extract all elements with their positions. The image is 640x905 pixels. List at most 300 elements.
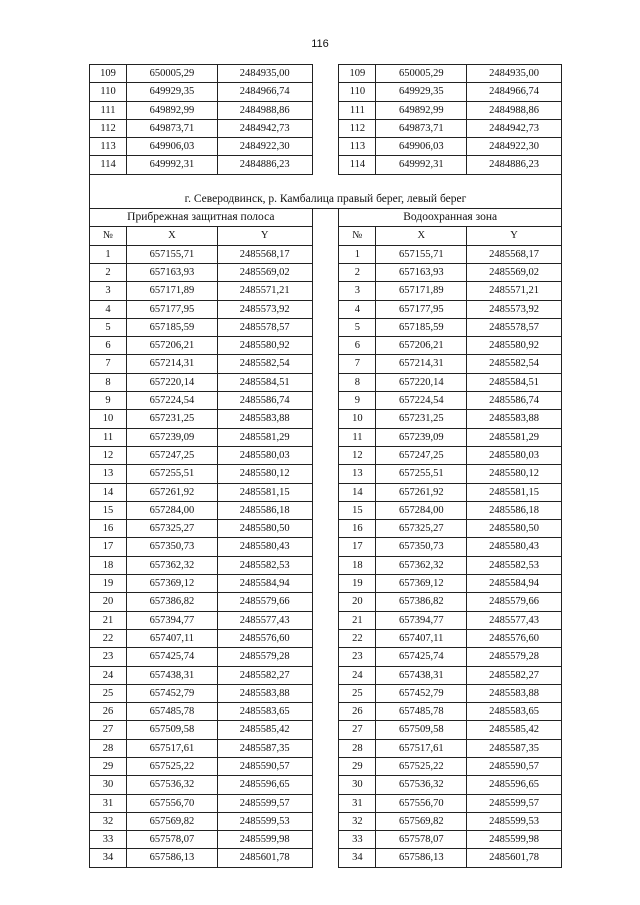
table-row	[90, 392, 562, 410]
page-number: 116	[311, 38, 329, 50]
right-cell-x: 649873,71	[376, 119, 467, 137]
left-cell-x: 657569,82	[127, 812, 218, 830]
table-row	[90, 318, 562, 336]
right-cell-num: 1	[339, 245, 376, 263]
table-row	[90, 245, 562, 263]
table-row	[90, 428, 562, 446]
right-cell-y: 2485569,02	[467, 263, 562, 281]
right-cell-x: 657517,61	[376, 739, 467, 757]
right-cell-x: 657171,89	[376, 282, 467, 300]
left-cell-y: 2484922,30	[217, 138, 312, 156]
table-row	[90, 355, 562, 373]
table-row	[90, 138, 562, 156]
right-cell-x: 657386,82	[376, 593, 467, 611]
column-gap	[312, 428, 339, 446]
table-row	[90, 263, 562, 281]
right-cell-num: 28	[339, 739, 376, 757]
left-cell-x: 650005,29	[127, 65, 218, 83]
right-cell-num: 111	[339, 101, 376, 119]
right-cell-num: 109	[339, 65, 376, 83]
right-cell-num: 23	[339, 648, 376, 666]
left-cell-x: 657171,89	[127, 282, 218, 300]
left-cell-num: 113	[90, 138, 127, 156]
left-cell-x: 657362,32	[127, 556, 218, 574]
left-cell-x: 657350,73	[127, 538, 218, 556]
right-cell-y: 2484988,86	[467, 101, 562, 119]
right-header-num: №	[339, 227, 376, 245]
left-cell-x: 657517,61	[127, 739, 218, 757]
column-gap	[312, 83, 339, 101]
left-cell-y: 2485579,66	[217, 593, 312, 611]
left-cell-num: 17	[90, 538, 127, 556]
left-cell-y: 2485586,18	[217, 501, 312, 519]
left-cell-num: 109	[90, 65, 127, 83]
left-cell-num: 29	[90, 757, 127, 775]
right-cell-x: 657369,12	[376, 575, 467, 593]
right-cell-y: 2485580,50	[467, 520, 562, 538]
left-cell-y: 2485601,78	[217, 849, 312, 867]
right-cell-x: 657155,71	[376, 245, 467, 263]
left-cell-y: 2485585,42	[217, 721, 312, 739]
left-cell-num: 7	[90, 355, 127, 373]
table-row	[90, 300, 562, 318]
left-cell-x: 657407,11	[127, 629, 218, 647]
column-gap	[312, 721, 339, 739]
left-cell-num: 21	[90, 611, 127, 629]
table-row	[90, 849, 562, 867]
column-gap	[312, 629, 339, 647]
column-gap	[312, 355, 339, 373]
table-row	[90, 83, 562, 101]
left-cell-x: 657386,82	[127, 593, 218, 611]
left-cell-y: 2485599,57	[217, 794, 312, 812]
left-cell-num: 18	[90, 556, 127, 574]
right-cell-y: 2485580,92	[467, 337, 562, 355]
right-cell-num: 5	[339, 318, 376, 336]
left-cell-x: 657425,74	[127, 648, 218, 666]
right-cell-x: 649906,03	[376, 138, 467, 156]
table-row	[90, 629, 562, 647]
left-cell-x: 649892,99	[127, 101, 218, 119]
right-cell-num: 8	[339, 373, 376, 391]
table-row	[90, 520, 562, 538]
right-cell-y: 2484942,73	[467, 119, 562, 137]
left-cell-y: 2485580,03	[217, 446, 312, 464]
column-gap	[312, 556, 339, 574]
left-cell-x: 657369,12	[127, 575, 218, 593]
right-cell-x: 657407,11	[376, 629, 467, 647]
left-cell-y: 2485577,43	[217, 611, 312, 629]
column-gap	[312, 263, 339, 281]
right-cell-y: 2485571,21	[467, 282, 562, 300]
right-cell-num: 31	[339, 794, 376, 812]
right-cell-y: 2484935,00	[467, 65, 562, 83]
right-cell-num: 25	[339, 684, 376, 702]
left-cell-num: 4	[90, 300, 127, 318]
left-cell-x: 657261,92	[127, 483, 218, 501]
left-table-title: Прибрежная защитная полоса	[90, 209, 313, 227]
left-cell-num: 9	[90, 392, 127, 410]
coordinates-table	[89, 64, 562, 868]
left-cell-y: 2484988,86	[217, 101, 312, 119]
section-title: г. Северодвинск, р. Камбалица правый берег, левый берег	[90, 191, 562, 209]
left-header-num: №	[90, 227, 127, 245]
right-cell-num: 13	[339, 465, 376, 483]
left-cell-y: 2485582,53	[217, 556, 312, 574]
right-header-x: X	[376, 227, 467, 245]
right-cell-num: 11	[339, 428, 376, 446]
column-gap	[312, 373, 339, 391]
left-cell-num: 34	[90, 849, 127, 867]
right-cell-x: 657509,58	[376, 721, 467, 739]
table-row	[90, 757, 562, 775]
table-row	[90, 483, 562, 501]
right-cell-num: 9	[339, 392, 376, 410]
column-gap	[312, 501, 339, 519]
left-cell-y: 2485580,92	[217, 337, 312, 355]
table-row	[90, 575, 562, 593]
left-cell-x: 657177,95	[127, 300, 218, 318]
right-cell-x: 649892,99	[376, 101, 467, 119]
left-cell-num: 11	[90, 428, 127, 446]
left-cell-num: 15	[90, 501, 127, 519]
right-cell-num: 14	[339, 483, 376, 501]
column-gap	[312, 227, 339, 245]
column-gap	[312, 483, 339, 501]
left-cell-y: 2485580,50	[217, 520, 312, 538]
left-cell-y: 2485569,02	[217, 263, 312, 281]
column-gap	[312, 65, 339, 83]
left-cell-y: 2485581,15	[217, 483, 312, 501]
right-cell-y: 2485577,43	[467, 611, 562, 629]
right-cell-x: 657438,31	[376, 666, 467, 684]
right-cell-y: 2485596,65	[467, 776, 562, 794]
left-cell-x: 657525,22	[127, 757, 218, 775]
right-cell-x: 657325,27	[376, 520, 467, 538]
left-cell-y: 2484886,23	[217, 156, 312, 174]
column-gap	[312, 794, 339, 812]
column-gap	[312, 337, 339, 355]
left-cell-y: 2485590,57	[217, 757, 312, 775]
left-cell-y: 2485580,43	[217, 538, 312, 556]
right-cell-num: 32	[339, 812, 376, 830]
right-cell-x: 657220,14	[376, 373, 467, 391]
right-cell-y: 2484922,30	[467, 138, 562, 156]
left-cell-x: 657452,79	[127, 684, 218, 702]
right-cell-y: 2485585,42	[467, 721, 562, 739]
column-gap	[312, 684, 339, 702]
left-cell-y: 2484966,74	[217, 83, 312, 101]
left-cell-y: 2485581,29	[217, 428, 312, 446]
table-row	[90, 446, 562, 464]
column-gap	[312, 520, 339, 538]
column-gap	[312, 138, 339, 156]
right-cell-y: 2485601,78	[467, 849, 562, 867]
table-row	[90, 410, 562, 428]
column-gap	[312, 666, 339, 684]
left-cell-num: 1	[90, 245, 127, 263]
right-cell-y: 2485599,57	[467, 794, 562, 812]
left-cell-num: 30	[90, 776, 127, 794]
right-cell-num: 3	[339, 282, 376, 300]
left-cell-y: 2485587,35	[217, 739, 312, 757]
left-cell-x: 657220,14	[127, 373, 218, 391]
column-gap	[312, 575, 339, 593]
left-cell-y: 2485596,65	[217, 776, 312, 794]
right-cell-y: 2485578,57	[467, 318, 562, 336]
left-cell-num: 112	[90, 119, 127, 137]
right-cell-y: 2485573,92	[467, 300, 562, 318]
table-row	[90, 119, 562, 137]
table-row	[90, 337, 562, 355]
right-cell-x: 657177,95	[376, 300, 467, 318]
left-cell-x: 657438,31	[127, 666, 218, 684]
left-cell-x: 657247,25	[127, 446, 218, 464]
right-cell-x: 657485,78	[376, 703, 467, 721]
column-gap	[312, 392, 339, 410]
right-cell-x: 657261,92	[376, 483, 467, 501]
right-cell-y: 2485581,29	[467, 428, 562, 446]
left-cell-num: 20	[90, 593, 127, 611]
right-cell-num: 7	[339, 355, 376, 373]
left-cell-y: 2485576,60	[217, 629, 312, 647]
right-cell-num: 21	[339, 611, 376, 629]
right-cell-x: 657185,59	[376, 318, 467, 336]
left-cell-y: 2485580,12	[217, 465, 312, 483]
right-table-title: Водоохранная зона	[339, 209, 562, 227]
left-cell-num: 13	[90, 465, 127, 483]
left-cell-num: 111	[90, 101, 127, 119]
left-cell-x: 657231,25	[127, 410, 218, 428]
left-cell-num: 12	[90, 446, 127, 464]
column-gap	[312, 209, 339, 227]
column-gap	[312, 245, 339, 263]
right-cell-y: 2485586,74	[467, 392, 562, 410]
left-cell-num: 23	[90, 648, 127, 666]
left-cell-num: 6	[90, 337, 127, 355]
right-cell-num: 10	[339, 410, 376, 428]
left-cell-num: 31	[90, 794, 127, 812]
right-cell-x: 657239,09	[376, 428, 467, 446]
left-cell-num: 114	[90, 156, 127, 174]
left-cell-y: 2485579,28	[217, 648, 312, 666]
table-row	[90, 648, 562, 666]
left-cell-x: 649992,31	[127, 156, 218, 174]
column-gap	[312, 156, 339, 174]
left-cell-num: 2	[90, 263, 127, 281]
table-row	[90, 65, 562, 83]
right-cell-x: 657394,77	[376, 611, 467, 629]
right-cell-x: 657536,32	[376, 776, 467, 794]
left-cell-y: 2485582,54	[217, 355, 312, 373]
main-rows-section	[90, 245, 562, 867]
right-cell-num: 19	[339, 575, 376, 593]
right-cell-x: 657425,74	[376, 648, 467, 666]
column-gap	[312, 593, 339, 611]
left-cell-x: 657284,00	[127, 501, 218, 519]
right-cell-num: 29	[339, 757, 376, 775]
column-gap	[312, 739, 339, 757]
left-cell-num: 110	[90, 83, 127, 101]
left-cell-num: 8	[90, 373, 127, 391]
left-cell-y: 2485578,57	[217, 318, 312, 336]
column-gap	[312, 703, 339, 721]
right-cell-x: 657255,51	[376, 465, 467, 483]
top-rows-section	[90, 65, 562, 175]
right-cell-x: 657556,70	[376, 794, 467, 812]
right-cell-y: 2484886,23	[467, 156, 562, 174]
right-cell-y: 2485579,28	[467, 648, 562, 666]
table-row	[90, 465, 562, 483]
column-gap	[312, 776, 339, 794]
left-cell-num: 24	[90, 666, 127, 684]
right-cell-x: 657214,31	[376, 355, 467, 373]
table-row	[90, 556, 562, 574]
left-cell-x: 657536,32	[127, 776, 218, 794]
left-cell-x: 657485,78	[127, 703, 218, 721]
left-cell-num: 26	[90, 703, 127, 721]
left-cell-num: 19	[90, 575, 127, 593]
left-cell-x: 657509,58	[127, 721, 218, 739]
left-cell-y: 2485586,74	[217, 392, 312, 410]
right-cell-num: 30	[339, 776, 376, 794]
table-row	[90, 101, 562, 119]
right-cell-x: 657284,00	[376, 501, 467, 519]
right-cell-y: 2485576,60	[467, 629, 562, 647]
left-cell-y: 2485599,53	[217, 812, 312, 830]
left-cell-y: 2485573,92	[217, 300, 312, 318]
left-cell-y: 2485583,88	[217, 410, 312, 428]
right-cell-y: 2485582,54	[467, 355, 562, 373]
right-cell-num: 34	[339, 849, 376, 867]
column-gap	[312, 119, 339, 137]
section-header	[90, 174, 562, 245]
left-cell-y: 2485568,17	[217, 245, 312, 263]
table-row	[90, 812, 562, 830]
left-cell-y: 2485583,88	[217, 684, 312, 702]
left-cell-x: 657185,59	[127, 318, 218, 336]
left-cell-x: 649906,03	[127, 138, 218, 156]
left-cell-x: 657325,27	[127, 520, 218, 538]
left-cell-num: 22	[90, 629, 127, 647]
left-header-x: X	[127, 227, 218, 245]
left-cell-x: 657224,54	[127, 392, 218, 410]
table-row	[90, 373, 562, 391]
right-cell-num: 113	[339, 138, 376, 156]
left-cell-num: 33	[90, 831, 127, 849]
column-gap	[312, 849, 339, 867]
right-cell-x: 657247,25	[376, 446, 467, 464]
right-cell-x: 657231,25	[376, 410, 467, 428]
column-gap	[312, 465, 339, 483]
right-cell-num: 4	[339, 300, 376, 318]
right-cell-x: 657206,21	[376, 337, 467, 355]
table-row	[90, 776, 562, 794]
table-row	[90, 684, 562, 702]
left-cell-y: 2485584,51	[217, 373, 312, 391]
left-cell-num: 28	[90, 739, 127, 757]
left-cell-y: 2485583,65	[217, 703, 312, 721]
table-row	[90, 156, 562, 174]
table-row	[90, 666, 562, 684]
left-cell-x: 657239,09	[127, 428, 218, 446]
right-cell-num: 20	[339, 593, 376, 611]
column-gap	[312, 831, 339, 849]
column-gap	[312, 101, 339, 119]
right-cell-num: 17	[339, 538, 376, 556]
right-cell-y: 2485599,98	[467, 831, 562, 849]
column-gap	[312, 446, 339, 464]
left-cell-x: 657586,13	[127, 849, 218, 867]
left-header-y: Y	[217, 227, 312, 245]
right-cell-num: 110	[339, 83, 376, 101]
left-cell-num: 3	[90, 282, 127, 300]
left-cell-x: 657206,21	[127, 337, 218, 355]
left-cell-num: 25	[90, 684, 127, 702]
right-cell-y: 2485584,51	[467, 373, 562, 391]
left-cell-num: 5	[90, 318, 127, 336]
column-gap	[312, 300, 339, 318]
right-cell-y: 2485583,88	[467, 410, 562, 428]
right-cell-y: 2485583,88	[467, 684, 562, 702]
table-row	[90, 611, 562, 629]
right-cell-x: 657163,93	[376, 263, 467, 281]
right-cell-num: 114	[339, 156, 376, 174]
right-cell-y: 2485580,43	[467, 538, 562, 556]
column-gap	[312, 410, 339, 428]
right-cell-y: 2485584,94	[467, 575, 562, 593]
right-cell-num: 12	[339, 446, 376, 464]
right-cell-y: 2485582,27	[467, 666, 562, 684]
left-cell-num: 32	[90, 812, 127, 830]
left-cell-x: 657578,07	[127, 831, 218, 849]
right-cell-num: 18	[339, 556, 376, 574]
right-cell-num: 16	[339, 520, 376, 538]
left-cell-x: 657214,31	[127, 355, 218, 373]
right-cell-x: 649929,35	[376, 83, 467, 101]
right-cell-x: 657525,22	[376, 757, 467, 775]
left-cell-num: 10	[90, 410, 127, 428]
right-cell-x: 657362,32	[376, 556, 467, 574]
left-cell-x: 657394,77	[127, 611, 218, 629]
table-row	[90, 501, 562, 519]
right-cell-y: 2485583,65	[467, 703, 562, 721]
right-cell-y: 2485587,35	[467, 739, 562, 757]
right-cell-y: 2484966,74	[467, 83, 562, 101]
left-cell-x: 649873,71	[127, 119, 218, 137]
right-cell-y: 2485580,03	[467, 446, 562, 464]
right-cell-x: 657224,54	[376, 392, 467, 410]
column-gap	[312, 318, 339, 336]
left-cell-num: 27	[90, 721, 127, 739]
right-cell-x: 657578,07	[376, 831, 467, 849]
table-row	[90, 593, 562, 611]
right-cell-num: 2	[339, 263, 376, 281]
table-row	[90, 721, 562, 739]
table-row	[90, 739, 562, 757]
right-cell-num: 26	[339, 703, 376, 721]
left-cell-y: 2485571,21	[217, 282, 312, 300]
column-gap	[312, 611, 339, 629]
right-cell-num: 22	[339, 629, 376, 647]
right-cell-num: 112	[339, 119, 376, 137]
left-cell-x: 657255,51	[127, 465, 218, 483]
left-cell-x: 649929,35	[127, 83, 218, 101]
table-row	[90, 282, 562, 300]
right-cell-num: 24	[339, 666, 376, 684]
column-gap	[312, 648, 339, 666]
right-cell-num: 27	[339, 721, 376, 739]
